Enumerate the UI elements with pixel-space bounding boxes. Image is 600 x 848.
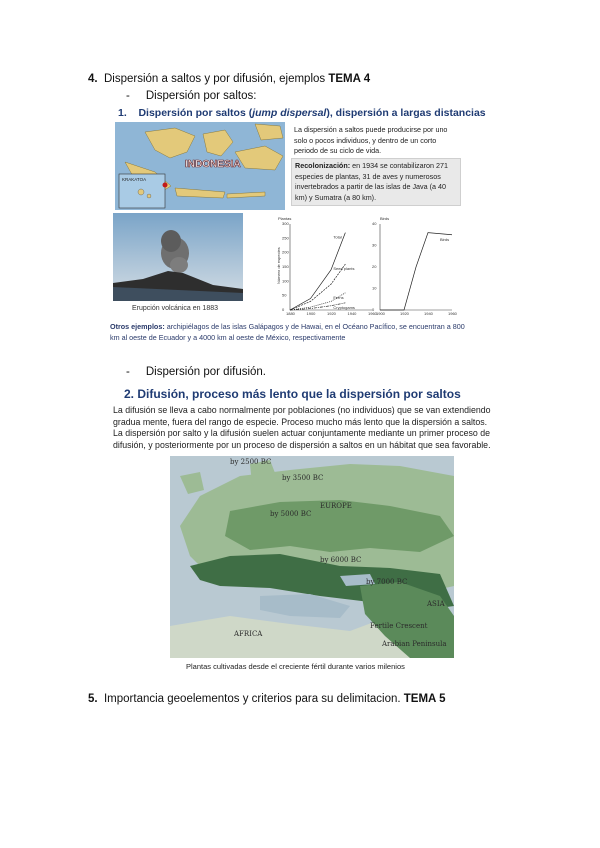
map2-caption: Plantas cultivadas desde el creciente fértil durante varios milenios	[186, 662, 405, 671]
indonesia-map	[115, 122, 285, 210]
photo-caption: Erupción volcánica en 1883	[132, 305, 219, 312]
chart-x-tick: 1960	[448, 311, 457, 316]
volcano-photo	[113, 213, 243, 301]
dash-icon: -	[126, 90, 130, 102]
chart-y-tick: 30	[372, 242, 377, 248]
species-chart	[276, 214, 456, 318]
chart-x-tick: 1940	[424, 311, 433, 316]
chart-y-tick: 100	[282, 278, 289, 284]
map-label-3500: by 3500 BC	[282, 474, 324, 482]
chart-x-tick: 1940	[347, 311, 357, 316]
map-label-7000: by 7000 BC	[366, 578, 408, 586]
krakatoa-label: KRAKATOA	[122, 177, 147, 182]
chart-x-tick: 1900	[306, 311, 316, 316]
heading2: 2. Difusión, proceso más lento que la dispersión por saltos	[124, 387, 461, 401]
bullet-difusion: - Dispersión por difusión.	[126, 366, 266, 378]
chart-y-tick: 0	[282, 307, 285, 312]
chart-series-label: Birds	[440, 236, 450, 242]
chart-panel-title-plants: Plantas	[278, 216, 292, 221]
section4-number: 4.	[88, 73, 98, 85]
indonesia-label: INDONESIA	[185, 159, 241, 170]
section4-heading	[88, 73, 370, 85]
chart-x-tick: 1960	[368, 311, 377, 316]
dash-icon: -	[126, 366, 130, 378]
section4-tema: TEMA 4	[328, 73, 371, 85]
chart-x-tick: 1920	[327, 311, 336, 316]
chart-y-tick: 40	[372, 221, 377, 226]
section4-title: Dispersión a saltos y por difusión, ejemplos	[103, 73, 326, 85]
chart-y-tick: 20	[372, 264, 377, 269]
section5-title: Importancia geoelementos y criterios para su delimitacion.	[103, 693, 401, 705]
krakatoa-marker	[163, 183, 168, 188]
map-label-fertile-crescent: Fertile Crescent	[370, 622, 428, 630]
chart-y-tick: 300	[282, 221, 289, 226]
recolonizacion-box: Recolonización: en 1934 se contabilizaron 271 especies de plantas, 31 de aves y numerosos invertebrados a partir de las islas de Java (a 40 km) y Sumatra (a 80 km).	[291, 158, 461, 206]
bullet-saltos: - Dispersión por saltos:	[126, 90, 257, 102]
map-label-africa: AFRICA	[234, 630, 263, 638]
chart-series-label: Seed plants	[333, 266, 355, 272]
chart-series-label: Cryptogams	[333, 304, 355, 310]
otros-ejemplos: Otros ejemplos: archipiélagos de las islas Galápagos y de Hawai, en el Océano Pacífico, se encuentran a 800 km al oeste de Ecuador y a 4000 km al oeste de México, respectivamente	[110, 322, 465, 342]
chart-y-tick: 10	[372, 285, 377, 291]
chart-y-tick: 200	[282, 249, 289, 255]
chart-panel-title-birds: Birds	[380, 216, 390, 221]
jump-dispersal-text: La dispersión a saltos puede producirse por uno solo o pocos individuos, y dentro de un corto periodo de su ciclo de vida.	[294, 125, 448, 155]
chart-series-label: Total	[333, 234, 342, 240]
chart-series-label: Ferns	[333, 294, 344, 300]
chart-y-tick: 250	[282, 235, 289, 241]
fertile-crescent-map	[170, 456, 454, 658]
map-label-6000: by 6000 BC	[320, 556, 362, 564]
heading1: 1. Dispersión por saltos (jump dispersal), dispersión a largas distancias	[118, 107, 486, 119]
chart-x-tick: 1900	[376, 311, 385, 316]
map-label-2500: by 2500 BC	[230, 458, 272, 466]
section5-number: 5.	[88, 693, 98, 705]
section5-tema: TEMA 5	[403, 693, 446, 705]
section5-heading	[88, 693, 446, 705]
chart-ylabel: Número de especies	[276, 247, 281, 284]
chart-x-tick: 1880	[286, 311, 295, 316]
difusion-paragraph: La difusión se lleva a cabo normalmente por poblaciones (no individuos) que se van extendiendo gradua mente, fuera del rango de especie. Proceso mucho más lento que la dispersión a saltos. La dispersión por salto y la difusión suelen actuar conjuntamente mediante un primer proceso de difusión, y posteriormente por un proceso de dispersión a saltos en un hábitat que sea favorable.	[113, 405, 491, 450]
chart-y-tick: 150	[282, 264, 289, 269]
map-label-europe: EUROPE	[320, 502, 352, 510]
map-label-asia: ASIA	[427, 600, 445, 608]
chart-x-tick: 1920	[400, 311, 409, 316]
map-label-arabian: Arabian Peninsula	[382, 640, 447, 648]
map-label-5000: by 5000 BC	[270, 510, 312, 518]
chart-y-tick: 0	[372, 307, 375, 312]
chart-y-tick: 50	[282, 292, 287, 298]
